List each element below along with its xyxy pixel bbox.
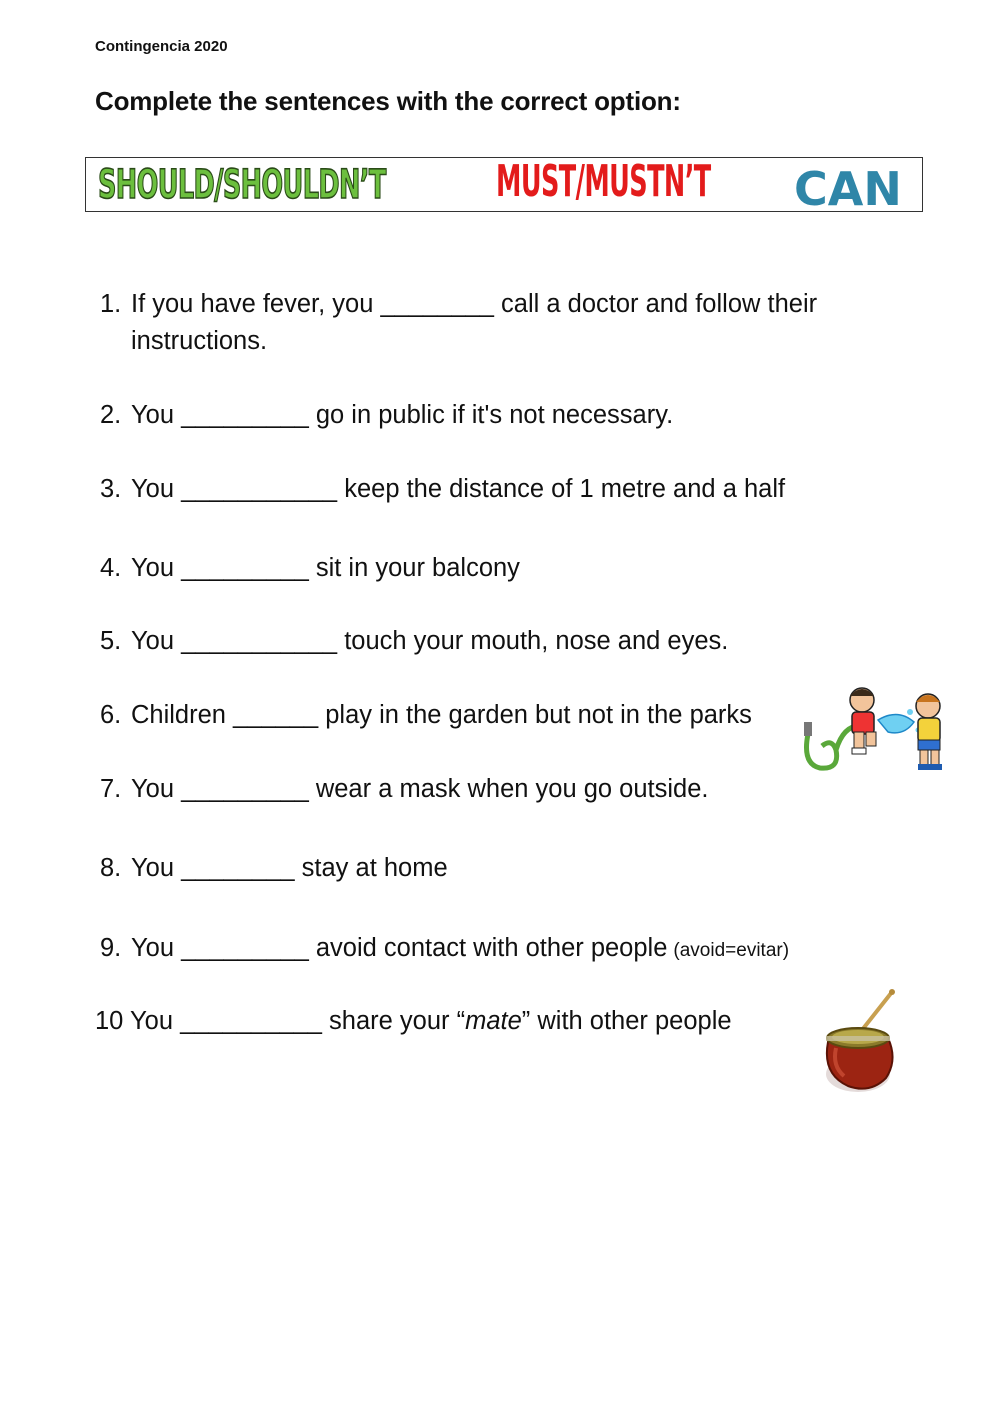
sentence-item — [100, 550, 520, 587]
sentence-note: (avoid=evitar) — [673, 940, 790, 961]
children-playing-illustration — [800, 684, 948, 776]
sentence-text-post: ” with other people — [521, 1007, 732, 1035]
sentence-number: 6. — [100, 701, 122, 729]
sentence-item — [100, 397, 673, 434]
sentence-text: You ___________ touch your mouth, nose and eyes. — [131, 627, 729, 655]
sentence-item — [100, 697, 752, 734]
sentence-text: You ___________ keep the distance of 1 metre and a half — [131, 475, 786, 503]
sentence-number: 10 — [95, 1007, 124, 1035]
sentence-item — [100, 623, 728, 660]
sentence-text: You ________ stay at home — [131, 854, 448, 882]
option-must: MUST/MUSTN’T — [496, 156, 711, 207]
sentence-item — [100, 286, 891, 360]
instruction-heading: Complete the sentences with the correct option: — [95, 86, 681, 116]
sentence-number: 9. — [100, 934, 122, 962]
sentence-text: You _________ go in public if it's not necessary. — [131, 401, 674, 429]
sentence-text-pre: You __________ share your “ — [123, 1007, 466, 1035]
sentence-number: 2. — [100, 401, 122, 429]
sentence-item — [95, 1003, 732, 1040]
sentence-text: You _________ sit in your balcony — [131, 554, 520, 582]
sentence-number: 4. — [100, 554, 122, 582]
sentence-item — [100, 930, 789, 969]
sentence-number: 1. — [100, 290, 122, 318]
sentence-number: 3. — [100, 475, 122, 503]
sentence-text: You _________ wear a mask when you go outside. — [131, 775, 709, 803]
sentence-item — [100, 850, 448, 887]
option-should: SHOULD/SHOULDN’T — [98, 161, 386, 208]
sentence-text: If you have fever, you ________ call a doctor and follow their instructions. — [131, 290, 818, 355]
sentence-text: You _________ avoid contact with other people — [131, 934, 668, 962]
sentence-number: 5. — [100, 627, 122, 655]
sentence-number: 7. — [100, 775, 122, 803]
options-banner — [85, 156, 923, 216]
sentence-text: Children ______ play in the garden but not in the parks — [131, 701, 752, 729]
sentence-number: 8. — [100, 854, 122, 882]
sentence-item — [100, 771, 708, 808]
sentence-item — [100, 471, 785, 508]
mate-gourd-illustration — [818, 986, 900, 1098]
option-can: CAN — [794, 162, 902, 216]
sentence-italic-word: mate — [465, 1007, 522, 1035]
header-label: Contingencia 2020 — [95, 38, 228, 55]
